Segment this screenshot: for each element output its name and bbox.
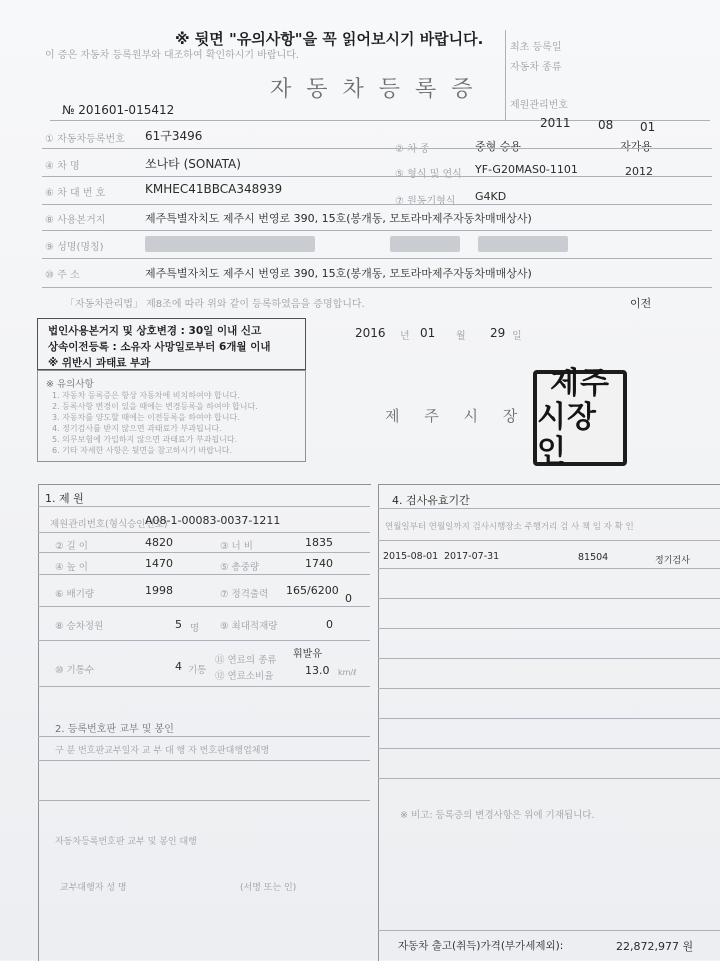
reg-month: 08 xyxy=(598,118,614,132)
efficiency-unit: km/ℓ xyxy=(338,668,357,677)
zero-value: 0 xyxy=(345,592,352,605)
weight-value: 1740 xyxy=(305,557,333,570)
location-label: ⑧ 사용본거지 xyxy=(45,215,106,226)
reg-day: 01 xyxy=(640,120,656,134)
location: 제주특별자치도 제주시 번영로 390, 15호(봉개동, 모토라마제주자동차매매상사) xyxy=(145,212,532,225)
height-label: ④ 높 이 xyxy=(55,562,88,573)
price-label: 자동차 출고(취득)가격(부가세제외): xyxy=(398,940,564,952)
inspection-from: 2015-08-01 xyxy=(383,551,439,562)
month-suffix: 월 xyxy=(456,331,466,342)
doc-number: № 201601-015412 xyxy=(62,103,175,117)
section4-header: 연월일부터 연월일까지 검사시행장소 주행거리 검 사 책 임 자 확 인 xyxy=(385,522,634,532)
displacement-label: ⑥ 배기량 xyxy=(55,589,95,600)
seats-value: 5 xyxy=(175,618,182,631)
fuel-label: ⑪ 연료의 종류 xyxy=(215,655,277,666)
right-label-3: 제원관리번호 xyxy=(510,100,568,111)
model-code-label: ⑤ 형식 및 연식 xyxy=(395,169,462,180)
right-label-1: 최초 등록일 xyxy=(510,42,562,53)
document-title: 자 동 차 등 록 증 xyxy=(270,77,477,102)
specs-title: 1. 제 원 xyxy=(45,492,84,505)
engine-label: ⑦ 원동기형식 xyxy=(395,196,456,207)
cylinders-value: 4 xyxy=(175,660,182,673)
day-suffix: 일 xyxy=(512,331,522,342)
spec-no-label: 제원관리번호(형식승인번호) xyxy=(50,519,168,530)
vehicle-use: 자가용 xyxy=(620,140,652,153)
section2-row: 구 분 번호판교부일자 교 부 대 행 자 번호판대행업체명 xyxy=(55,746,270,756)
load-value: 0 xyxy=(326,618,333,631)
seats-unit: 명 xyxy=(190,623,200,634)
engine-type: G4KD xyxy=(475,190,507,203)
model-name: 쏘나타 (SONATA) xyxy=(145,157,241,171)
caution-title: ※ 유의사항 xyxy=(46,379,94,390)
owner-label: ⑨ 성명(명칭) xyxy=(45,242,104,253)
vin-label: ⑥ 차 대 번 호 xyxy=(45,188,106,199)
owner-address-label: ⑩ 주 소 xyxy=(45,270,80,281)
statement: 「자동차관리법」 제8조에 따라 위와 같이 등록하였음을 증명합니다. xyxy=(65,299,365,310)
plate-number: 61구3496 xyxy=(145,129,203,143)
length-value: 4820 xyxy=(145,536,173,549)
issue-year: 2016 xyxy=(355,326,386,340)
efficiency-value: 13.0 xyxy=(305,664,330,677)
displacement-value: 1998 xyxy=(145,584,173,597)
caution-line-5: 5. 의무보험에 가입하지 않으면 과태료가 부과됩니다. xyxy=(52,435,238,444)
weight-label: ⑤ 총중량 xyxy=(220,562,260,573)
height-value: 1470 xyxy=(145,557,173,570)
width-label: ③ 너 비 xyxy=(220,541,253,552)
model-code: YF-G20MAS0-1101 xyxy=(475,163,578,176)
cylinders-unit: 기통 xyxy=(188,665,207,676)
caution-line-3: 3. 자동차를 양도할 때에는 이전등록을 하여야 합니다. xyxy=(52,413,240,422)
fuel-value: 휘발유 xyxy=(293,649,322,660)
section4-title: 4. 검사유효기간 xyxy=(392,494,470,507)
caution-line-4: 4. 정기검사를 받지 않으면 과태료가 부과됩니다. xyxy=(52,424,222,433)
owner-id-redacted xyxy=(390,236,460,252)
issue-day: 29 xyxy=(490,326,506,340)
issue-month: 01 xyxy=(420,326,436,340)
model-year: 2012 xyxy=(625,165,653,178)
vin: KMHEC41BBCA348939 xyxy=(145,182,283,196)
inspection-km: 81504 xyxy=(578,552,609,563)
notice-line-1: 법인사용본거지 및 상호변경 : 30일 이내 신고 xyxy=(48,325,262,337)
section2-bottom-1: 자동차등록번호판 교부 및 봉인 대행 xyxy=(55,837,197,847)
right-label-2: 자동차 종류 xyxy=(510,62,562,73)
load-label: ⑨ 최대적재량 xyxy=(220,621,278,632)
seats-label: ⑧ 승차정원 xyxy=(55,621,104,632)
notice-line-2: 상속이전등록 : 소유자 사망일로부터 6개월 이내 xyxy=(48,341,271,353)
official-seal xyxy=(533,366,627,469)
power-value: 165/6200 xyxy=(286,584,339,597)
inspection-to: 2017-07-31 xyxy=(444,551,500,562)
section4-footer-note: ※ 비고: 등록증의 변경사항은 위에 기재됩니다. xyxy=(400,810,595,821)
notice-sub: 이 증은 자동차 등록원부와 대조하여 확인하시기 바랍니다. xyxy=(45,50,300,61)
seal-top-text: 제주 xyxy=(550,366,610,401)
inspection-type: 정기검사 xyxy=(655,556,690,566)
width-value: 1835 xyxy=(305,536,333,549)
issuer: 제 주 시 장 xyxy=(385,407,528,425)
transfer-note: 이전 xyxy=(630,297,652,310)
price-value: 22,872,977 원 xyxy=(616,940,694,953)
section2-bottom-3: (서명 또는 인) xyxy=(240,883,297,893)
owner-id-redacted-2 xyxy=(478,236,568,252)
efficiency-label: ⑫ 연료소비율 xyxy=(215,671,274,682)
notice-top: ※ 뒷면 "유의사항"을 꼭 읽어보시기 바랍니다. xyxy=(175,30,484,48)
cylinders-label: ⑩ 기통수 xyxy=(55,665,95,676)
section2-title: 2. 등록번호판 교부 및 봉인 xyxy=(55,724,174,735)
caution-line-2: 2. 등록사항 변경이 있을 때에는 변경등록을 하여야 합니다. xyxy=(52,402,258,411)
notice-line-3: ※ 위반시 과태료 부과 xyxy=(48,357,151,369)
owner-address: 제주특별자치도 제주시 번영로 390, 15호(봉개동, 모토라마제주자동차매매상사) xyxy=(145,267,532,280)
caution-line-6: 6. 기타 자세한 사항은 뒷면을 참고하시기 바랍니다. xyxy=(52,446,232,455)
vehicle-type: 중형 승용 xyxy=(475,140,522,153)
power-label: ⑦ 정격출력 xyxy=(220,589,269,600)
vehicle-type-label: ② 차 종 xyxy=(395,144,430,155)
section2-bottom-2: 교부대행자 성 명 xyxy=(60,883,127,893)
owner-name-redacted xyxy=(145,236,315,252)
seal-bottom-text: 시장인 xyxy=(537,400,597,469)
year-suffix: 년 xyxy=(400,331,410,342)
length-label: ② 길 이 xyxy=(55,541,88,552)
plate-label: ① 자동차등록번호 xyxy=(45,134,125,145)
spec-no: A08-1-00083-0037-1211 xyxy=(145,514,281,527)
reg-year: 2011 xyxy=(540,116,571,130)
caution-line-1: 1. 자동차 등록증은 항상 자동차에 비치하여야 합니다. xyxy=(52,391,240,400)
model-label: ④ 차 명 xyxy=(45,161,80,172)
